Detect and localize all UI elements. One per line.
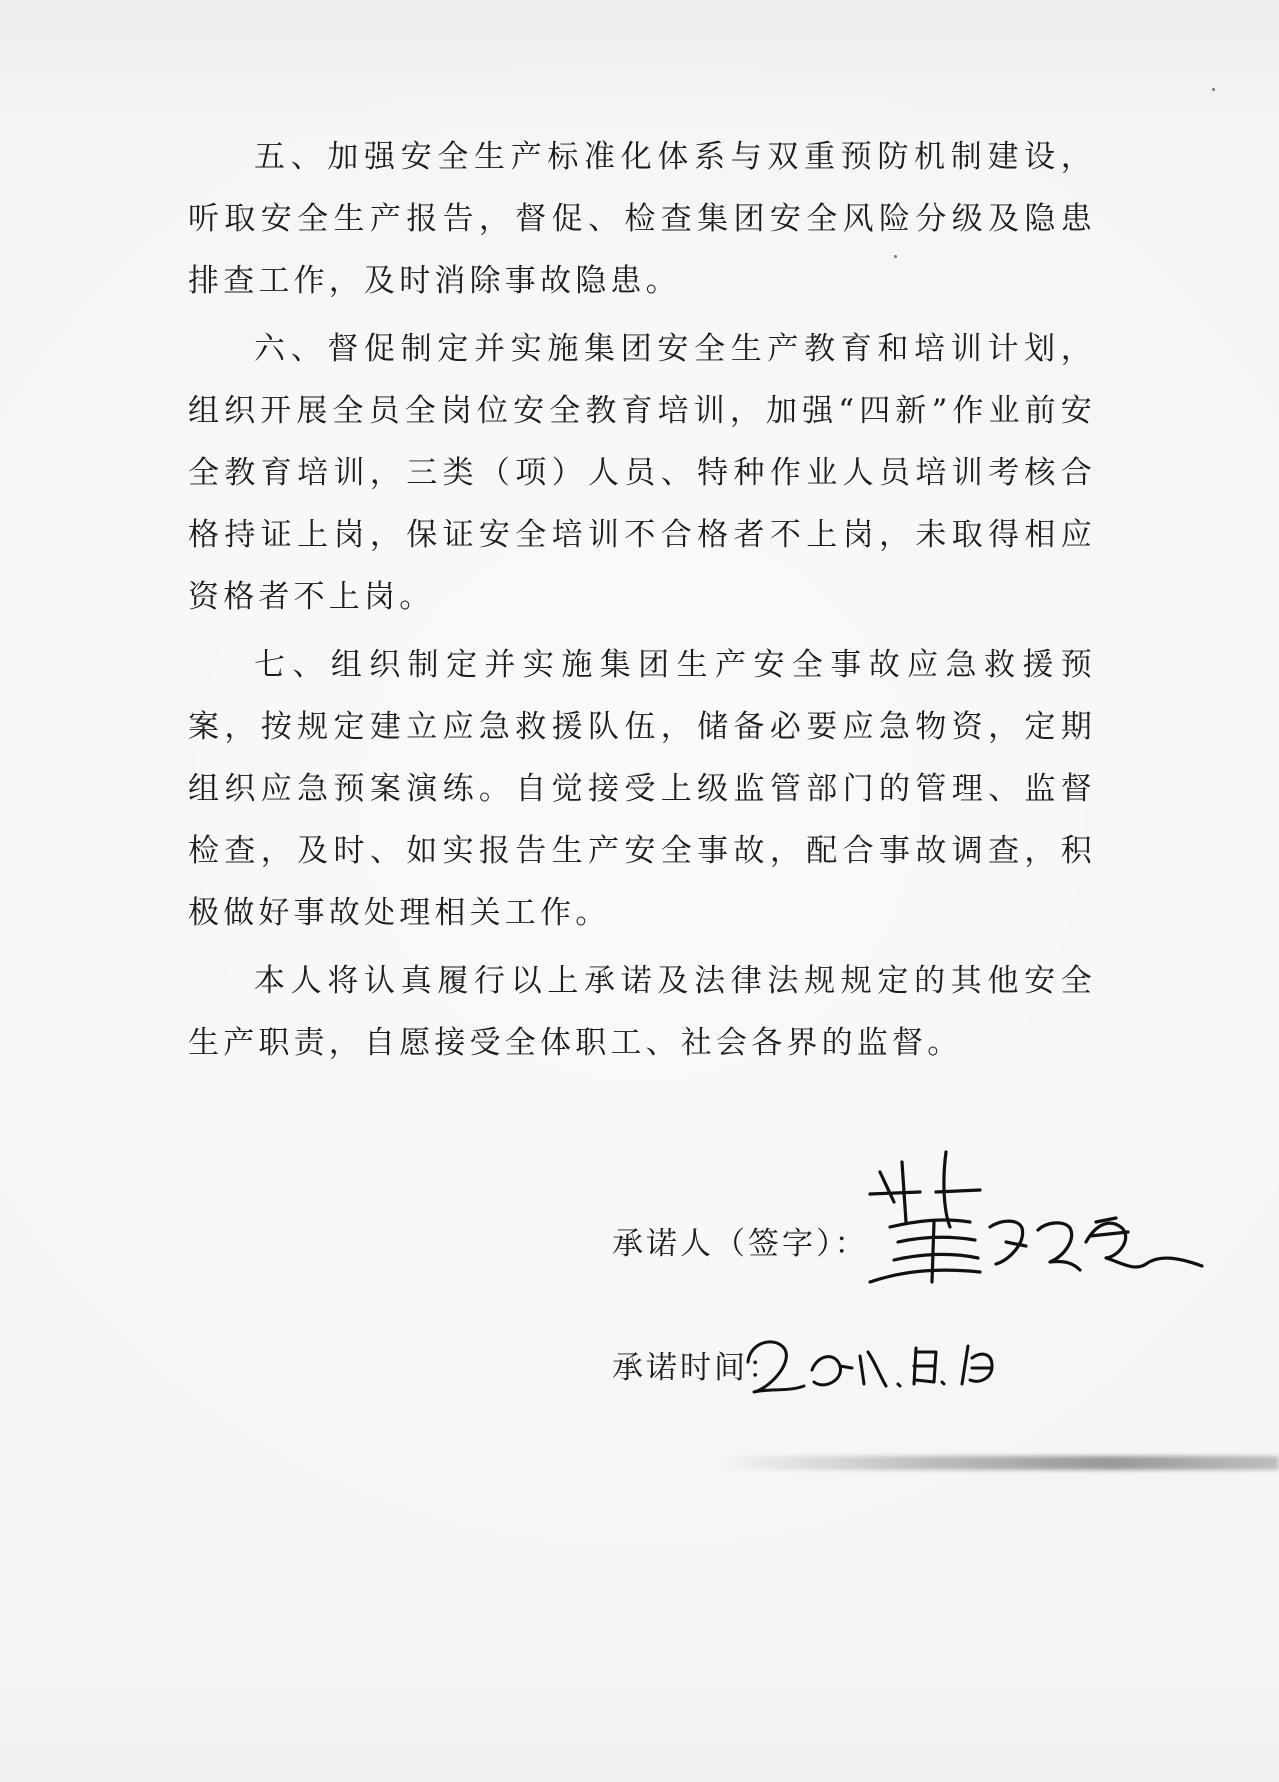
paragraph-item-7: 七、组织制定并实施集团生产安全事故应急救援预案，按规定建立应急救援队伍，储备必要应急物资，定期组织应急预案演练。自觉接受上级监管部门的管理、监督检查，及时、如实报告生产安全事故，配合事故调查，积极做好事故处理相关工作。 xyxy=(188,647,1096,931)
time-label: 承诺时间： xyxy=(612,1350,782,1386)
paragraph-item-5: 五、加强安全生产标准化体系与双重预防机制建设，听取安全生产报告，督促、检查集团安全风险分级及隐患排查工作，及时消除事故隐患。 xyxy=(188,139,1096,299)
signature-block xyxy=(612,1204,1252,1414)
paragraph-item-6: 六、督促制定并实施集团安全生产教育和培训计划，组织开展全员全岗位安全教育培训，加强“四新”作业前安全教育培训，三类（项）人员、特种作业人员培训考核合格持证上岗，保证安全培训不合格者不上岗，未取得相应资格者不上岗。 xyxy=(188,331,1096,615)
scan-edge-shadow xyxy=(720,1456,1279,1470)
signer-label: 承诺人（签字）： xyxy=(612,1226,869,1262)
handwritten-signature xyxy=(850,1132,1210,1302)
document-body xyxy=(188,126,1096,1080)
handwritten-date xyxy=(740,1322,1040,1402)
scan-speck xyxy=(1212,88,1215,91)
commitment-statement: 本人将认真履行以上承诺及法律法规规定的其他安全生产职责，自愿接受全体职工、社会各界的监督。 xyxy=(188,963,1096,1061)
scan-speck xyxy=(894,255,897,258)
